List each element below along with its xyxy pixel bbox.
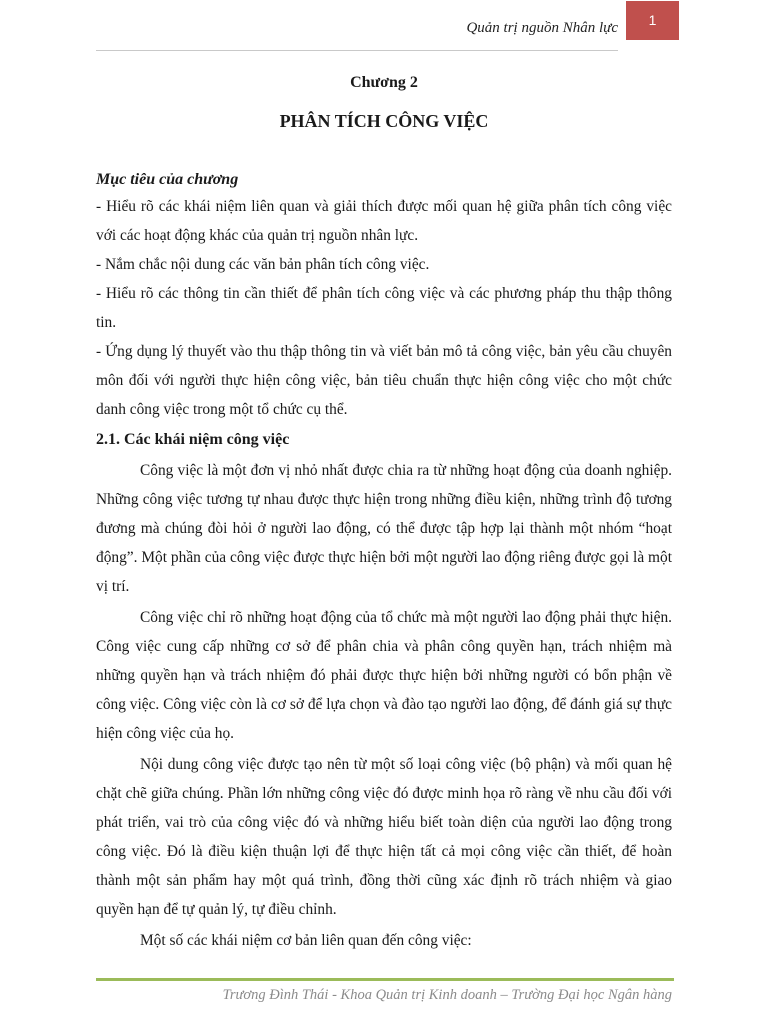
body-paragraph: Một số các khái niệm cơ bản liên quan đến công việc: xyxy=(140,932,472,949)
page-number-badge: 1 xyxy=(626,1,679,40)
document-body xyxy=(96,72,672,955)
footer-divider xyxy=(96,978,674,981)
footer-text: Trương Đình Thái - Khoa Quản trị Kinh doanh – Trường Đại học Ngân hàng xyxy=(222,987,672,1003)
body-paragraph: Công việc chỉ rõ những hoạt động của tổ chức mà một người lao động phải thực hiện. Công việc cung cấp những cơ sở để phân chia và phân công quyền hạn, trách nhiệm mà những quyền hạn và trách nhiệm đó phải được thực hiện bởi những người có bổn phận về công việc. Công việc còn là cơ sở để lựa chọn và đào tạo người lao động, để đánh giá sự thực hiện công việc của họ. xyxy=(96,609,672,742)
body-paragraph: Công việc là một đơn vị nhỏ nhất được chia ra từ những hoạt động của doanh nghiệp. Những công việc tương tự nhau được thực hiện trong những điều kiện, những trình độ tương đương mà chúng đòi hỏi ở người lao động, có thể được tập hợp lại thành một nhóm “hoạt động”. Một phần của công việc được thực hiện bởi một người lao động riêng được gọi là một vị trí. xyxy=(96,462,672,595)
objective-item: - Nắm chắc nội dung các văn bản phân tích công việc. xyxy=(96,256,430,273)
chapter-title: PHÂN TÍCH CÔNG VIỆC xyxy=(279,111,489,131)
objective-item: - Hiểu rõ các thông tin cần thiết để phân tích công việc và các phương pháp thu thập thông tin. xyxy=(96,285,672,331)
body-paragraph: Nội dung công việc được tạo nên từ một số loại công việc (bộ phận) và mối quan hệ chặt chẽ giữa chúng. Phần lớn những công việc đó được minh họa rõ ràng về nhu cầu đối với phát triển, vai trò của công việc đó và những hiểu biết toàn diện của người lao động trong công việc. Đó là điều kiện thuận lợi để thực hiện tất cả mọi công việc cần thiết, để hoàn thành một sản phẩm hay một quá trình, đồng thời cũng xác định rõ trách nhiệm và giao quyền hạn để tự quản lý, tự điều chỉnh. xyxy=(96,756,672,918)
section-heading: 2.1. Các khái niệm công việc xyxy=(96,431,290,448)
header-divider xyxy=(96,50,618,51)
objectives-heading: Mục tiêu của chương xyxy=(96,171,239,188)
objective-item: - Hiểu rõ các khái niệm liên quan và giải thích được mối quan hệ giữa phân tích công việc với các hoạt động khác của quản trị nguồn nhân lực. xyxy=(96,198,672,244)
header-title: Quản trị nguồn Nhân lực xyxy=(466,20,618,36)
objective-item: - Ứng dụng lý thuyết vào thu thập thông tin và viết bản mô tả công việc, bản yêu cầu chuyên môn đối với người thực hiện công việc, bản tiêu chuẩn thực hiện công việc cho một chức danh công việc trong một tổ chức cụ thể. xyxy=(96,343,672,418)
chapter-label: Chương 2 xyxy=(350,74,418,91)
